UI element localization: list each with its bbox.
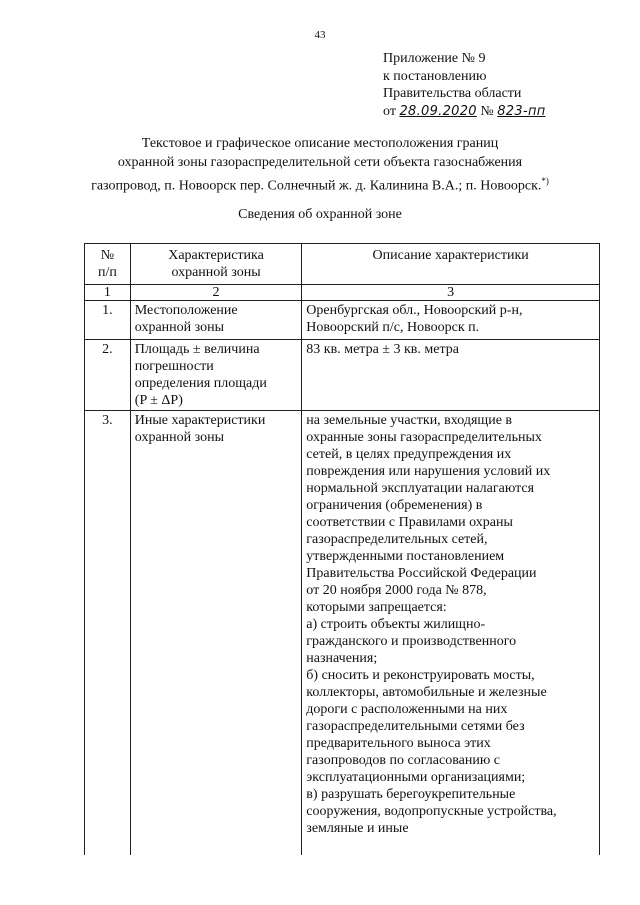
cell-line: б) сносить и реконструировать мосты, — [306, 668, 535, 683]
footnote-mark: *) — [541, 176, 549, 186]
title-line — [0, 172, 640, 196]
cell-line: газораспределительными сетями без — [306, 719, 525, 734]
header-cell-description — [302, 244, 600, 285]
cell-line: предварительного выноса этих — [306, 736, 491, 751]
appendix-line: Приложение № 9 — [383, 51, 486, 66]
cell-line: а) строить объекты жилищно- — [306, 617, 486, 632]
cell-line: повреждения или нарушения условий их — [306, 464, 551, 479]
table-row — [85, 411, 600, 856]
cell-line: погрешности — [134, 359, 214, 374]
cell-line: Местоположение — [134, 303, 238, 318]
header-cell-number — [85, 244, 131, 285]
cell-line: соответствии с Правилами охраны — [306, 515, 513, 530]
cell-line: на земельные участки, входящие в — [306, 413, 513, 428]
protection-zone-table — [84, 243, 600, 855]
cell-line: 83 кв. метра ± 3 кв. метра — [306, 342, 459, 357]
cell-line: от 20 ноября 2000 года № 878, — [306, 583, 487, 598]
number-prefix: № — [480, 103, 494, 119]
column-number: 3 — [302, 285, 600, 301]
cell-line: гражданского и производственного — [306, 634, 517, 649]
cell-line: Иные характеристики — [134, 413, 266, 428]
section-title: Сведения об охранной зоне — [238, 207, 402, 222]
cell-line: коллекторы, автомобильные и железные — [306, 685, 547, 700]
cell-line: в) разрушать берегоукрепительные — [306, 787, 516, 802]
cell-line: охранной зоны — [134, 320, 224, 335]
cell-line: эксплуатационными организациями; — [306, 770, 526, 785]
header-text: № — [100, 248, 115, 263]
header-cell-characteristic — [130, 244, 302, 285]
appendix-block — [383, 50, 546, 120]
appendix-date-line — [383, 103, 546, 121]
appendix-line: Правительства области — [383, 86, 522, 101]
row-characteristic — [130, 301, 302, 340]
cell-line: утвержденными постановлением — [306, 549, 505, 564]
cell-line: газораспределительных сетей, — [306, 532, 488, 547]
row-number: 2. — [85, 340, 131, 411]
table-row — [85, 340, 600, 411]
cell-line: земляные и иные — [306, 821, 409, 836]
cell-line: сетей, в целях предупреждения их — [306, 447, 512, 462]
cell-line: дороги с расположенными на них — [306, 702, 508, 717]
cell-line: которыми запрещается: — [306, 600, 447, 615]
cell-line: определения площади — [134, 376, 267, 391]
title-line: Текстовое и графическое описание местоположения границ — [141, 136, 499, 151]
cell-line: газопроводов по согласованию с — [306, 753, 500, 768]
row-description — [302, 340, 600, 411]
cell-line: Площадь ± величина — [134, 342, 260, 357]
appendix-line: к постановлению — [383, 68, 487, 84]
handwritten-number: 823-пп — [497, 103, 546, 119]
column-number: 2 — [130, 285, 302, 301]
title-line: охранной зоны газораспределительной сети объекта газоснабжения — [117, 155, 523, 170]
cell-line: (P ± ΔP) — [134, 393, 183, 408]
document-title — [0, 134, 640, 196]
row-number: 3. — [85, 411, 131, 856]
column-number-row — [85, 285, 600, 301]
row-characteristic — [130, 340, 302, 411]
header-text: Характеристика — [168, 248, 264, 263]
title-line-text: газопровод, п. Новоорск пер. Солнечный ж. д. Калинина В.А.; п. Новоорск. — [91, 178, 542, 194]
cell-line: охранные зоны газораспределительных — [306, 430, 542, 445]
cell-line: охранной зоны — [134, 430, 224, 445]
row-description — [302, 301, 600, 340]
cell-line: сооружения, водопропускные устройства, — [306, 804, 557, 819]
cell-line: Оренбургская обл., Новоорский р-н, — [306, 303, 523, 318]
table-row — [85, 301, 600, 340]
cell-line: нормальной эксплуатации налагаются — [306, 481, 535, 496]
cell-line: ограничения (обременения) в — [306, 498, 483, 513]
cell-line: назначения; — [306, 651, 378, 666]
row-characteristic — [130, 411, 302, 856]
row-number: 1. — [85, 301, 131, 340]
cell-line: Правительства Российской Федерации — [306, 566, 537, 581]
row-description — [302, 411, 600, 856]
date-prefix: от — [383, 103, 396, 119]
cell-line: Новоорский п/с, Новоорск п. — [306, 320, 480, 335]
header-text: Описание характеристики — [372, 248, 529, 263]
header-text: п/п — [97, 265, 117, 280]
header-text: охранной зоны — [171, 265, 261, 280]
table-header-row — [85, 244, 600, 285]
page-number: 43 — [314, 29, 326, 41]
column-number: 1 — [85, 285, 131, 301]
handwritten-date: 28.09.2020 — [399, 103, 477, 119]
